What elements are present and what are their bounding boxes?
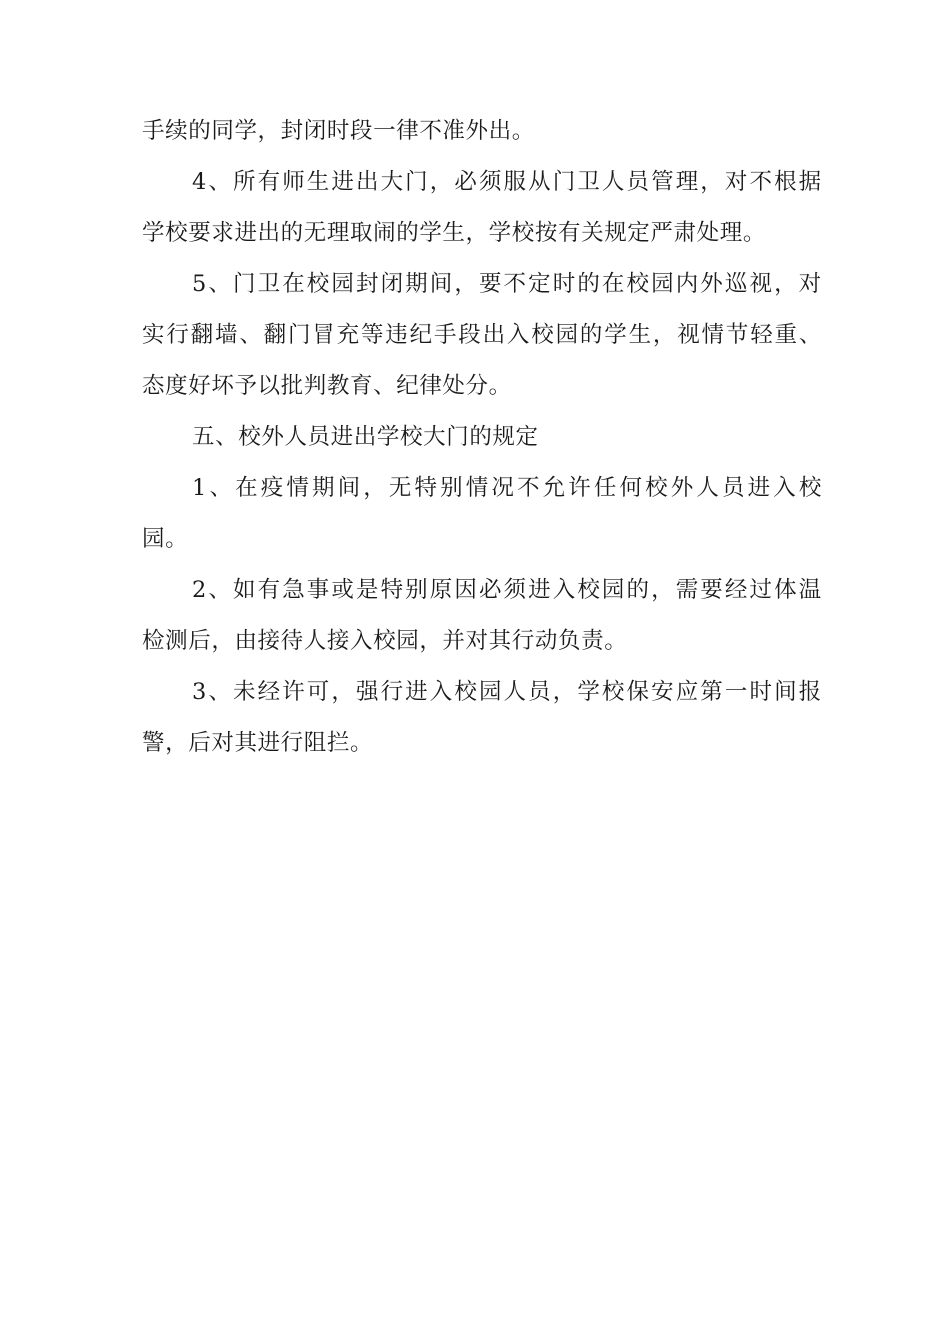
text-line: 1 、 在 疫 情 期 间 ， 无 特 别 情 况 不 允 许 任 何 校 外 人 员 进 入 校 — [192, 475, 822, 501]
text-line: 实 行 翻 墙 、 翻 门 冒 充 等 违 纪 手 段 出 入 校 园 的 学 生 ， 视 情 节 轻 重 、 — [142, 322, 822, 348]
text-line: 手 续 的 同 学 ， 封 闭 时 段 一 律 不 准 外 出 。 — [142, 118, 535, 144]
text-line: 2 、 如 有 急 事 或 是 特 别 原 因 必 须 进 入 校 园 的 ， 需 要 经 过 体 温 — [192, 577, 822, 603]
text-line: 3 、 未 经 许 可 ， 强 行 进 入 校 园 人 员 ， 学 校 保 安 应 第 一 时 间 报 — [192, 679, 822, 705]
text-line: 五 、 校 外 人 员 进 出 学 校 大 门 的 规 定 — [192, 424, 539, 450]
text-line: 5 、 门 卫 在 校 园 封 闭 期 间 ， 要 不 定 时 的 在 校 园 内 外 巡 视 ， 对 — [192, 271, 822, 297]
text-line: 园 。 — [142, 526, 189, 552]
text-line: 检 测 后 ， 由 接 待 人 接 入 校 园 ， 并 对 其 行 动 负 责 。 — [142, 628, 628, 654]
text-line: 态 度 好 坏 予 以 批 判 教 育 、 纪 律 处 分 。 — [142, 373, 512, 399]
text-line: 警 ， 后 对 其 进 行 阻 拦 。 — [142, 730, 374, 756]
text-line: 4 、 所 有 师 生 进 出 大 门 ， 必 须 服 从 门 卫 人 员 管 理 ， 对 不 根 据 — [192, 169, 822, 195]
text-line: 学 校 要 求 进 出 的 无 理 取 闹 的 学 生 ， 学 校 按 有 关 规 定 严 肃 处 理 。 — [142, 220, 766, 246]
document-body — [142, 111, 822, 774]
